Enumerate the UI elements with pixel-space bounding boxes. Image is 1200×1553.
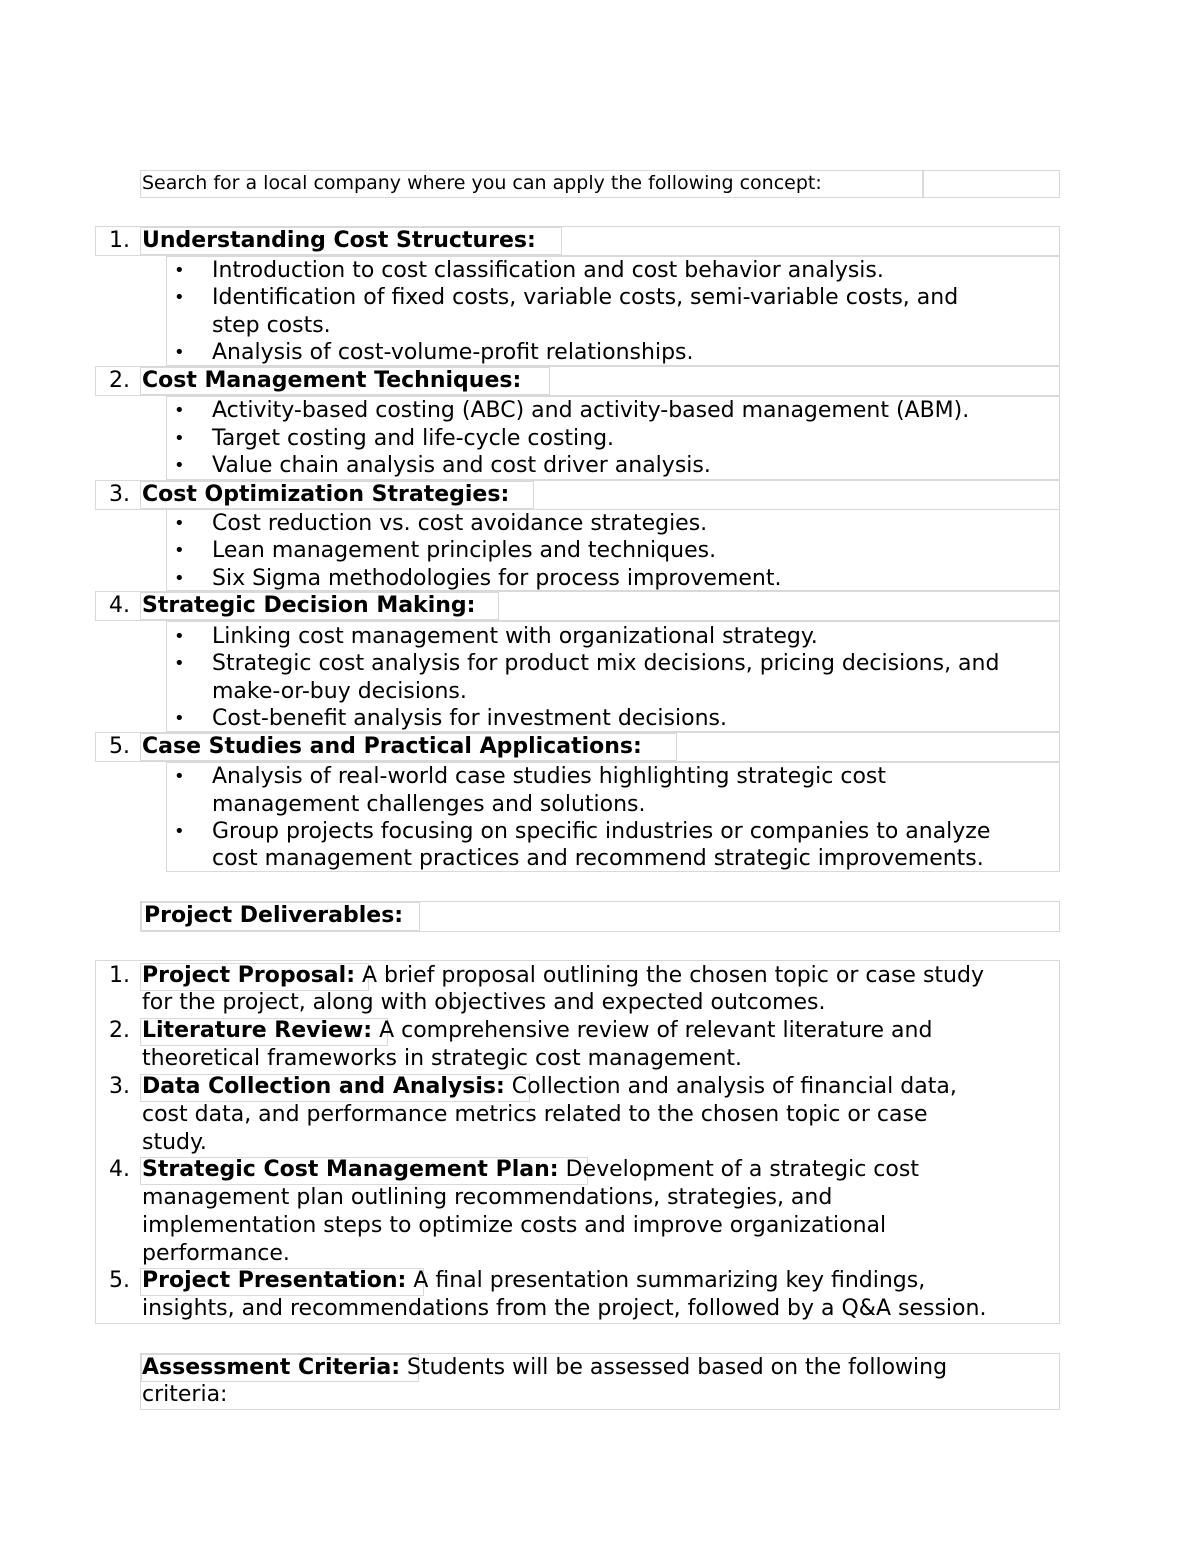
deliverable-line: implementation steps to optimize costs and improve organizational	[142, 1213, 887, 1238]
deliverable-line	[142, 1157, 919, 1182]
bullet-text: Value chain analysis and cost driver analysis.	[212, 453, 711, 478]
bullet-text: make-or-buy decisions.	[212, 679, 467, 704]
assessment-line-1	[142, 1355, 947, 1380]
bullet-text: Cost reduction vs. cost avoidance strategies.	[212, 511, 708, 536]
deliverable-title: Project Proposal:	[142, 963, 355, 988]
deliverable-title: Literature Review:	[142, 1018, 373, 1043]
bullet-text: Group projects focusing on specific industries or companies to analyze	[212, 819, 991, 844]
topic-number: 2.	[109, 368, 130, 393]
bullet-text: management challenges and solutions.	[212, 792, 646, 817]
deliverable-line: insights, and recommendations from the project, followed by a Q&A session.	[142, 1296, 987, 1321]
deliverable-description: A brief proposal outlining the chosen topic or case study	[355, 963, 984, 988]
topic-title: Understanding Cost Structures:	[142, 228, 536, 253]
bullet-icon: •	[174, 568, 185, 589]
deliverable-line	[142, 1018, 932, 1043]
assessment-title: Assessment Criteria:	[142, 1355, 401, 1380]
bullet-icon: •	[174, 400, 185, 421]
bullet-text: Analysis of real-world case studies highlighting strategic cost	[212, 764, 887, 789]
topic-number: 5.	[109, 734, 130, 759]
bullet-text: Target costing and life-cycle costing.	[212, 426, 615, 451]
bullet-icon: •	[174, 428, 185, 449]
topic-number: 4.	[109, 593, 130, 618]
bullet-text: Analysis of cost-volume-profit relationships.	[212, 340, 694, 365]
topic-title: Strategic Decision Making:	[142, 593, 476, 618]
deliverable-line	[142, 963, 984, 988]
bullet-text: cost management practices and recommend strategic improvements.	[212, 846, 984, 871]
bullet-text: Identification of fixed costs, variable costs, semi-variable costs, and	[212, 285, 959, 310]
deliverable-number: 4.	[109, 1157, 130, 1182]
bullet-text: step costs.	[212, 313, 331, 338]
bullet-icon: •	[174, 513, 185, 534]
bullet-icon: •	[174, 766, 185, 787]
deliverable-line: for the project, along with objectives and expected outcomes.	[142, 990, 826, 1015]
deliverable-line: management plan outlining recommendations, strategies, and	[142, 1185, 833, 1210]
deliverable-title: Project Presentation:	[142, 1268, 407, 1293]
topic-title: Cost Management Techniques:	[142, 368, 522, 393]
deliverable-line: cost data, and performance metrics related to the chosen topic or case	[142, 1102, 928, 1127]
deliverable-number: 2.	[109, 1018, 130, 1043]
deliverable-line: performance.	[142, 1241, 290, 1266]
deliverable-description: A comprehensive review of relevant literature and	[372, 1018, 933, 1043]
deliverable-line: study.	[142, 1130, 207, 1155]
deliverable-line	[142, 1268, 925, 1293]
topic-title: Case Studies and Practical Applications:	[142, 734, 642, 759]
intro-empty-field	[922, 171, 924, 197]
topic-number: 3.	[109, 482, 130, 507]
bullet-icon: •	[174, 342, 185, 363]
bullet-text: Linking cost management with organizational strategy.	[212, 624, 818, 649]
bullet-text: Cost-benefit analysis for investment decisions.	[212, 706, 727, 731]
deliverable-title: Strategic Cost Management Plan:	[142, 1157, 559, 1182]
deliverable-description: Development of a strategic cost	[558, 1157, 919, 1182]
assessment-text: Students will be assessed based on the following	[400, 1355, 948, 1380]
deliverables-heading: Project Deliverables:	[144, 903, 404, 928]
deliverable-line: theoretical frameworks in strategic cost management.	[142, 1046, 743, 1071]
deliverable-number: 1.	[109, 963, 130, 988]
deliverable-number: 5.	[109, 1268, 130, 1293]
bullet-text: Six Sigma methodologies for process improvement.	[212, 566, 782, 591]
bullet-icon: •	[174, 540, 185, 561]
deliverable-number: 3.	[109, 1074, 130, 1099]
bullet-text: Introduction to cost classification and cost behavior analysis.	[212, 258, 884, 283]
bullet-icon: •	[174, 260, 185, 281]
bullet-text: Lean management principles and techniques.	[212, 538, 717, 563]
bullet-icon: •	[174, 708, 185, 729]
bullet-icon: •	[174, 653, 185, 674]
deliverable-title: Data Collection and Analysis:	[142, 1074, 505, 1099]
intro-text: Search for a local company where you can apply the following concept:	[142, 172, 822, 194]
deliverable-description: Collection and analysis of financial data,	[504, 1074, 957, 1099]
deliverable-description: A final presentation summarizing key findings,	[406, 1268, 926, 1293]
bullet-icon: •	[174, 287, 185, 308]
bullet-icon: •	[174, 626, 185, 647]
topic-number: 1.	[109, 228, 130, 253]
topic-title: Cost Optimization Strategies:	[142, 482, 510, 507]
bullet-icon: •	[174, 455, 185, 476]
bullet-text: Activity-based costing (ABC) and activity-based management (ABM).	[212, 398, 970, 423]
bullet-text: Strategic cost analysis for product mix decisions, pricing decisions, and	[212, 651, 1000, 676]
bullet-icon: •	[174, 821, 185, 842]
assessment-line-2: criteria:	[142, 1382, 228, 1407]
deliverable-line	[142, 1074, 957, 1099]
